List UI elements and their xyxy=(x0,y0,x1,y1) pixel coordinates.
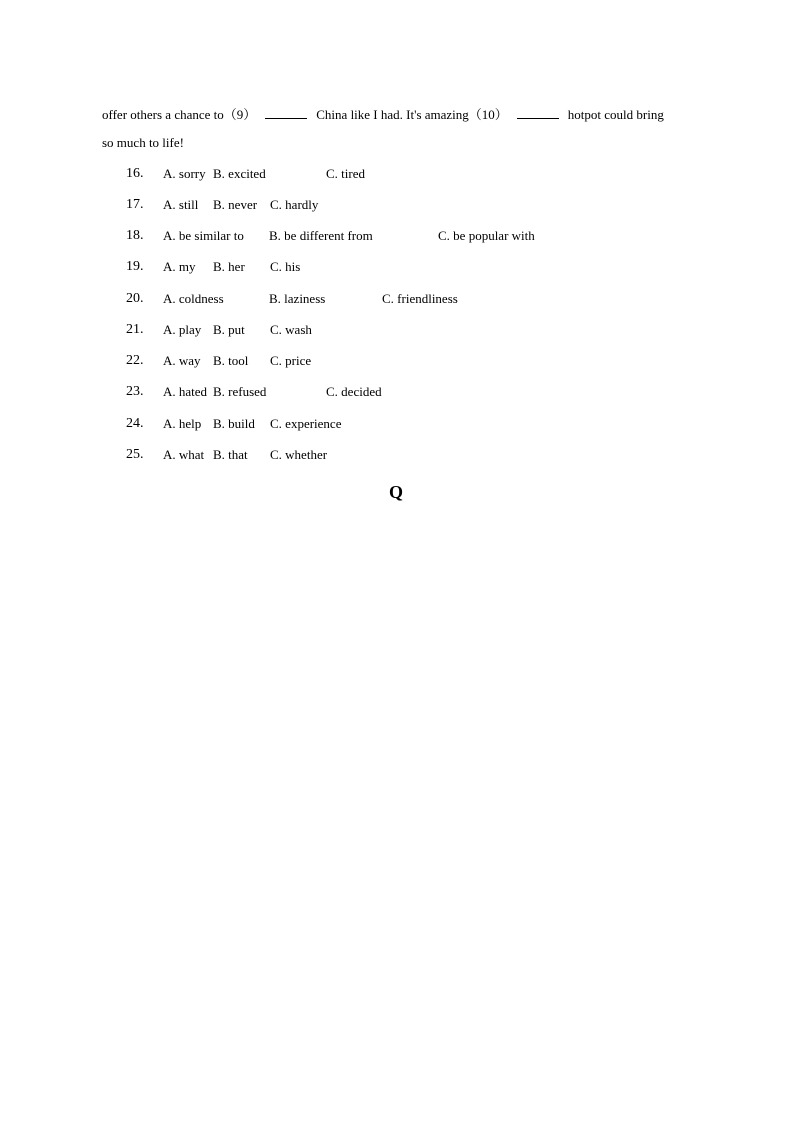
question-number: 17. xyxy=(126,197,144,212)
option-a: A. coldness xyxy=(163,291,224,306)
option-b: B. refused xyxy=(213,384,267,399)
passage-text-segment: China like I had. It's amazing（10） xyxy=(316,107,508,122)
question-number: 25. xyxy=(126,447,144,462)
option-c: C. be popular with xyxy=(438,228,535,243)
option-c: C. price xyxy=(270,353,312,368)
option-a: A. what xyxy=(163,447,205,462)
option-c: C. wash xyxy=(270,322,312,337)
question-number: 16. xyxy=(126,166,144,181)
answer-blank-9 xyxy=(265,106,307,119)
passage-line-1 xyxy=(102,104,702,123)
option-c: C. hardly xyxy=(270,197,319,212)
question-number: 18. xyxy=(126,228,144,243)
footer-mark: Q xyxy=(389,482,404,502)
question-number: 19. xyxy=(126,259,144,274)
question-number: 20. xyxy=(126,291,144,306)
option-c: C. decided xyxy=(326,384,382,399)
answer-blank-10 xyxy=(517,106,559,119)
option-c: C. his xyxy=(270,259,301,274)
option-a: A. hated xyxy=(163,384,208,399)
option-a: A. help xyxy=(163,416,202,431)
option-a: A. sorry xyxy=(163,166,206,181)
option-a: A. way xyxy=(163,353,201,368)
option-a: A. be similar to xyxy=(163,228,244,243)
question-number: 21. xyxy=(126,322,144,337)
question-number: 23. xyxy=(126,384,144,399)
option-c: C. tired xyxy=(326,166,365,181)
option-b: B. her xyxy=(213,259,245,274)
option-b: B. put xyxy=(213,322,245,337)
option-c: C. friendliness xyxy=(382,291,458,306)
option-b: B. be different from xyxy=(269,228,373,243)
option-b: B. laziness xyxy=(269,291,326,306)
option-b: B. that xyxy=(213,447,248,462)
option-b: B. never xyxy=(213,197,258,212)
option-a: A. still xyxy=(163,197,199,212)
passage-text-segment: hotpot could bring xyxy=(567,107,664,122)
option-a: A. my xyxy=(163,259,196,274)
question-number: 22. xyxy=(126,353,144,368)
passage-text-segment: offer others a chance to（9） xyxy=(102,107,257,122)
option-b: B. tool xyxy=(213,353,249,368)
option-c: C. whether xyxy=(270,447,328,462)
option-b: B. excited xyxy=(213,166,266,181)
question-number: 24. xyxy=(126,416,144,431)
option-b: B. build xyxy=(213,416,255,431)
passage-line-2: so much to life! xyxy=(102,135,184,150)
option-c: C. experience xyxy=(270,416,342,431)
option-a: A. play xyxy=(163,322,202,337)
